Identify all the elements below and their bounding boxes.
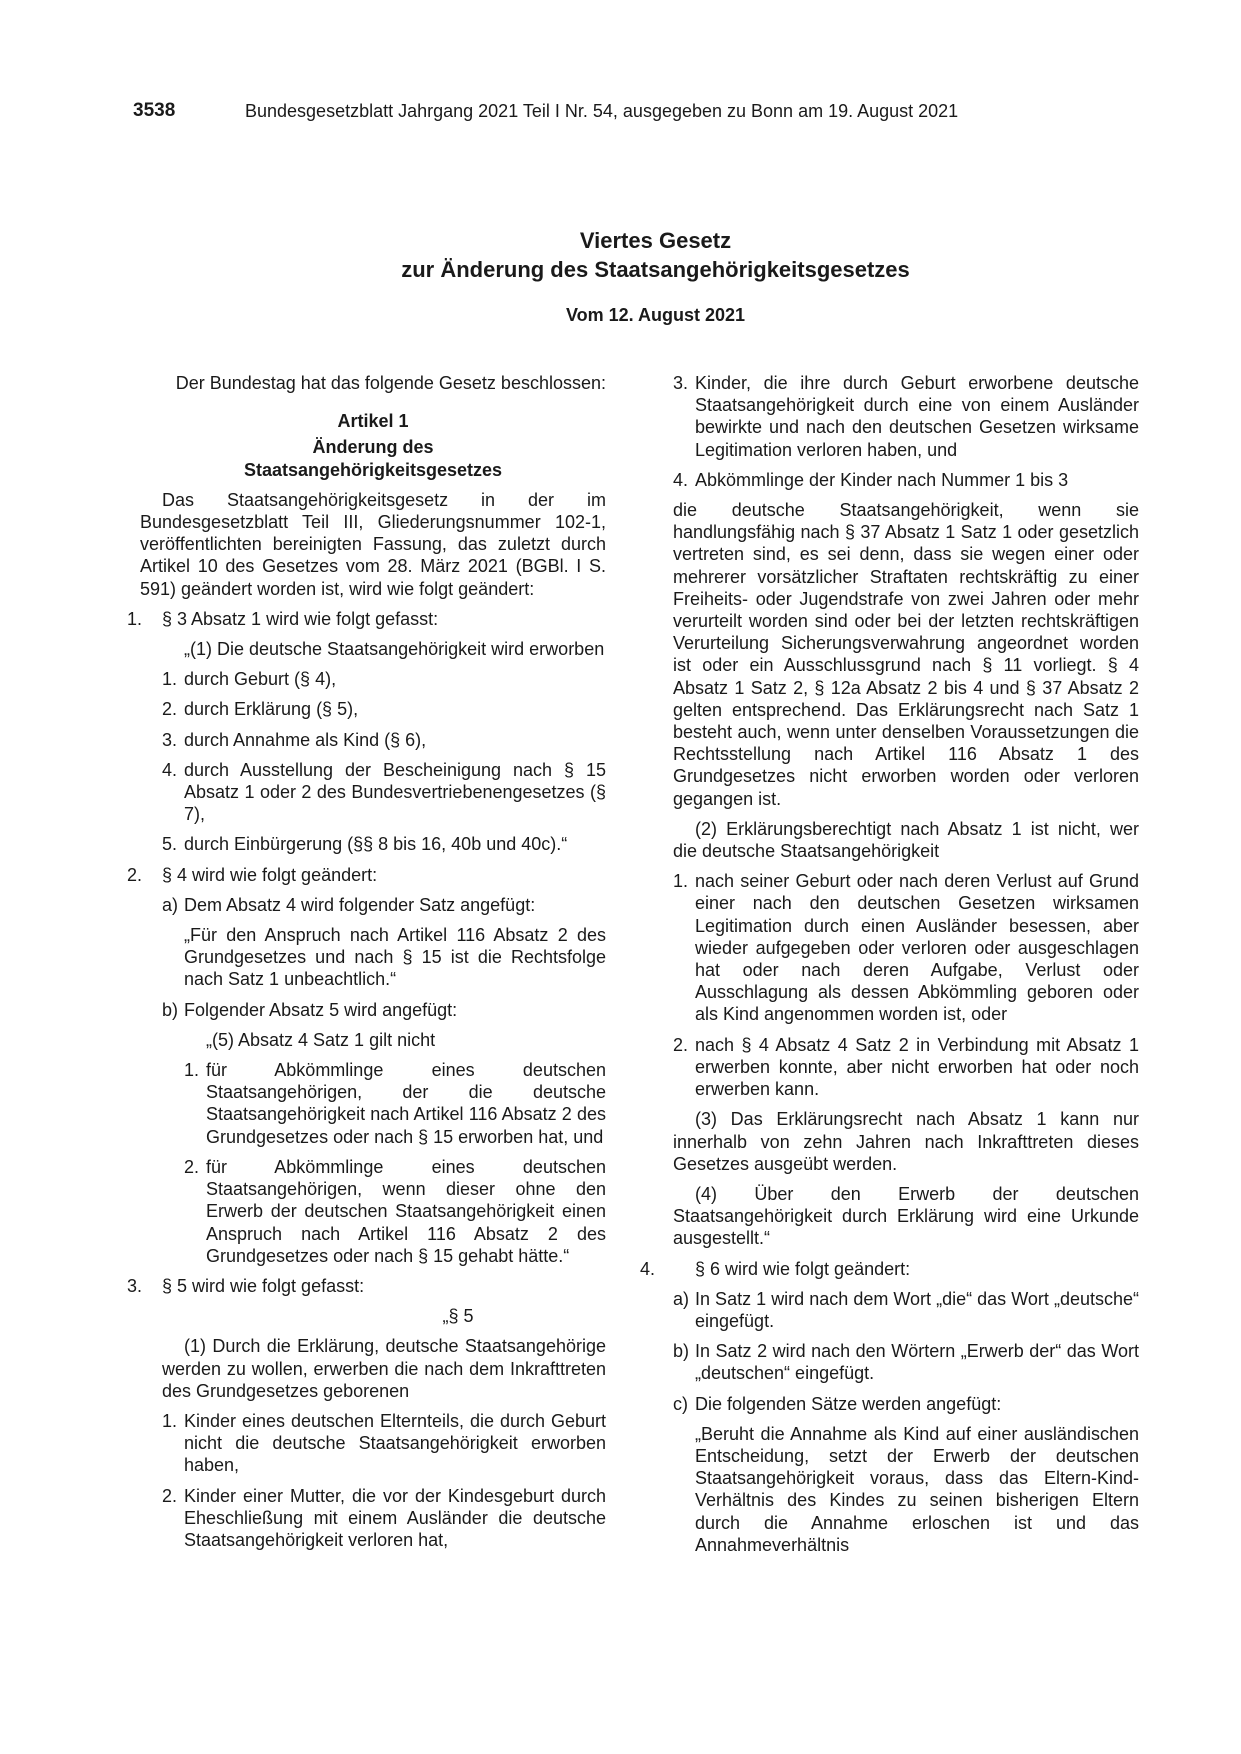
list-number: 4. [673,469,689,490]
item-number: 2. [127,864,143,885]
list-text: für Abkömmlinge eines deutschen Staatsangehörigen, wenn dieser ohne den Erwerb der deutschen Staatsangehörigkeit einen Anspruch nach Artikel 116 Absatz 2 des Grundgesetzes oder nach § 15 gehabt hätte.“ [206,1156,606,1266]
item-number: 4. [640,1258,656,1279]
list-item [673,469,1139,491]
list-item [184,1156,606,1267]
quote-text: „(1) Die deutsche Staatsangehörigkeit wird erworben [184,639,605,660]
list-text: Abkömmlinge der Kinder nach Nummer 1 bis 3 [695,469,1069,490]
quote-block [140,924,606,991]
sub-item-letter: a) [673,1288,690,1309]
list-number: 4. [162,759,178,780]
list-text: nach seiner Geburt oder nach deren Verlust auf Grund einer nach den deutschen Gesetzen wirksamen Legitimation durch einen Ausländer besessen, aber wieder aufgegeben oder verloren oder ausgeschlagen hat oder nach deren Aufgabe, Verlust oder Ausschlagung als dessen Abkömmling geboren oder als Kind angenommen worden ist, oder [695,871,1139,1025]
list-number: 2. [184,1156,200,1177]
paragraph-2: (2) Erklärungsberechtigt nach Absatz 1 ist nicht, wer die deutsche Staatsangehörigkeit [673,818,1139,862]
list-text: durch Erklärung (§ 5), [184,699,359,720]
quote-list [140,1059,606,1267]
article-title-line-2: Staatsangehörigkeitsgesetzes [243,459,503,480]
list-text: Kinder eines deutschen Elternteils, die durch Geburt nicht die deutsche Staatsangehörigkeit erworben haben, [184,1410,606,1476]
quote-text: (1) Durch die Erklärung, deutsche Staatsangehörige werden zu wollen, erwerben die nach dem Inkrafttreten des Grundgesetzes geborenen [162,1336,606,1401]
sub-item [140,999,606,1021]
paragraph-3: (3) Das Erklärungsrecht nach Absatz 1 kann nur innerhalb von zehn Jahren nach Inkrafttreten dieses Gesetzes ausgeübt werden. [673,1109,1139,1174]
list-item [184,1059,606,1148]
amendment-item [127,864,606,886]
item-text: § 5 wird wie folgt gefasst: [162,1275,365,1296]
list-item [162,1410,606,1477]
list-number: 2. [673,1034,689,1055]
sub-item-text: Folgender Absatz 5 wird angefügt: [184,999,458,1020]
quote-list [140,1410,606,1551]
list-text: durch Annahme als Kind (§ 6), [184,729,427,750]
quote-block [140,1335,606,1402]
law-date: Vom 12. August 2021 [565,305,746,325]
sub-item-letter: b) [162,999,179,1020]
running-title: Bundesgesetzblatt Jahrgang 2021 Teil I Nr. 54, ausgegeben zu Bonn am 19. August 2021 [245,101,959,121]
left-column [127,372,606,1559]
law-title-line-1: Viertes Gesetz [579,228,732,253]
list-item [162,759,606,826]
list-number: 1. [184,1060,200,1081]
item-text: § 3 Absatz 1 wird wie folgt gefasst: [162,608,439,629]
quote-text: „Für den Anspruch nach Artikel 116 Absatz 2 des Grundgesetzes und nach § 15 ist die Rechtsfolge nach Satz 1 unbeachtlich.“ [184,925,606,990]
list-number: 2. [162,699,178,720]
list-item [162,729,606,751]
quote-block [673,1423,1139,1556]
list-text: durch Einbürgerung (§§ 8 bis 16, 40b und 40c).“ [184,834,568,855]
list-text: für Abkömmlinge eines deutschen Staatsangehörigen, der die deutsche Staatsangehörigkeit nach Artikel 116 Absatz 2 des Grundgesetzes oder nach § 15 erworben hat, und [206,1060,606,1147]
item-text: § 4 wird wie folgt geändert: [162,864,378,885]
quote-text: „(5) Absatz 4 Satz 1 gilt nicht [206,1029,436,1050]
sub-item-letter: c) [673,1393,688,1414]
quote-list [140,668,606,855]
list-item [162,668,606,690]
quote-text: „Beruht die Annahme als Kind auf einer ausländischen Entscheidung, setzt der Erwerb der deutschen Staatsangehörigkeit voraus, dass das Eltern-Kind-Verhältnis des Kindes zu seinen bisherigen Eltern durch die Annahme erloschen ist und das Annahmeverhältnis [695,1423,1139,1555]
item-number: 1. [127,608,143,629]
list-number: 3. [673,373,689,393]
quote-block [140,638,606,660]
article-heading: Artikel 1 [337,411,409,432]
list-text: durch Ausstellung der Bescheinigung nach § 15 Absatz 1 oder 2 des Bundesvertriebenengesetzes (§ 7), [184,759,606,825]
right-column [640,372,1139,1564]
sub-item-text: Die folgenden Sätze werden angefügt: [695,1393,1002,1414]
sub-item-text: In Satz 2 wird nach den Wörtern „Erwerb der“ das Wort „deutschen“ eingefügt. [695,1341,1139,1384]
sub-item [673,1340,1139,1384]
list-item [673,1034,1139,1101]
article-preamble: Das Staatsangehörigkeitsgesetz in der im Bundesgesetzblatt Teil III, Gliederungsnummer 102-1, veröffentlichten bereinigten Fassung, das zuletzt durch Artikel 10 des Gesetzes vom 28. März 2021 (BGBl. I S. 591) geändert worden ist, wird wie folgt geändert: [140,489,606,599]
list-text: Kinder, die ihre durch Geburt erworbene deutsche Staatsangehörigkeit durch eine von einem Ausländer bewirkte und nach den deutschen Gesetzen wirksame Legitimation verloren haben, und [695,373,1139,460]
section-heading: „§ 5 [442,1306,474,1327]
sub-item [673,1393,1139,1415]
sub-item [140,894,606,916]
amendment-item [127,608,606,630]
list-text: Kinder einer Mutter, die vor der Kindesgeburt durch Eheschließung mit einem Ausländer die deutsche Staatsangehörigkeit verloren hat, [184,1485,606,1550]
list-number: 2. [162,1485,178,1506]
article-title [140,436,606,480]
list-text: durch Geburt (§ 4), [184,669,337,690]
sub-item-text: In Satz 1 wird nach dem Wort „die“ das Wort „deutsche“ eingefügt. [695,1288,1139,1331]
enactment-formula: Der Bundestag hat das folgende Gesetz beschlossen: [175,373,606,393]
sub-item-text: Dem Absatz 4 wird folgender Satz angefügt: [184,894,536,915]
list-item [673,372,1139,461]
list-number: 3. [162,729,178,750]
sub-item [673,1288,1139,1332]
list-item [162,698,606,720]
list-number: 1. [162,1410,178,1431]
item-text: § 6 wird wie folgt geändert: [695,1258,911,1279]
paragraph-4: (4) Über den Erwerb der deutschen Staatsangehörigkeit durch Erklärung wird eine Urkunde ausgestellt.“ [673,1183,1139,1249]
law-title [0,226,1241,284]
list-item [162,1485,606,1552]
list-item [162,833,606,855]
article-title-line-1: Änderung des [312,437,434,458]
amendment-item [127,1275,606,1297]
list-item [673,870,1139,1025]
list-number: 5. [162,834,178,855]
amendment-item [640,1258,1139,1280]
page-number: 3538 [133,100,176,121]
list-number: 1. [162,669,178,690]
sub-item-letter: b) [673,1341,690,1362]
list-number: 1. [673,871,689,892]
item-number: 3. [127,1275,143,1296]
continuation-paragraph: die deutsche Staatsangehörigkeit, wenn sie handlungsfähig nach § 37 Absatz 1 Satz 1 oder gesetzlich vertreten sind, es sei denn, dass sie wegen einer oder mehrerer vorsätzlicher Straftaten rechtskräftig zu einer Freiheits- oder Jugendstrafe von zwei Jahren oder mehr verurteilt worden sind oder bei der letzten rechtskräftigen Verurteilung Sicherungsverwahrung angeordnet worden ist oder ein Ausschlussgrund nach § 11 vorliegt. § 4 Absatz 1 Satz 2, § 12a Absatz 2 bis 4 und § 37 Absatz 2 gelten entsprechend. Das Erklärungsrecht nach Satz 1 besteht auch, wenn unter denselben Voraussetzungen die Rechtsstellung nach Artikel 116 Absatz 1 des Grundgesetzes nicht erworben worden oder verloren gegangen ist. [673,500,1139,809]
sub-item-letter: a) [162,894,179,915]
law-title-line-2: zur Änderung des Staatsangehörigkeitsgesetzes [401,257,910,282]
list-text: nach § 4 Absatz 4 Satz 2 in Verbindung mit Absatz 1 erwerben konnte, aber nicht erworben hat oder noch erwerben kann. [695,1034,1139,1100]
quote-block [140,1029,606,1051]
